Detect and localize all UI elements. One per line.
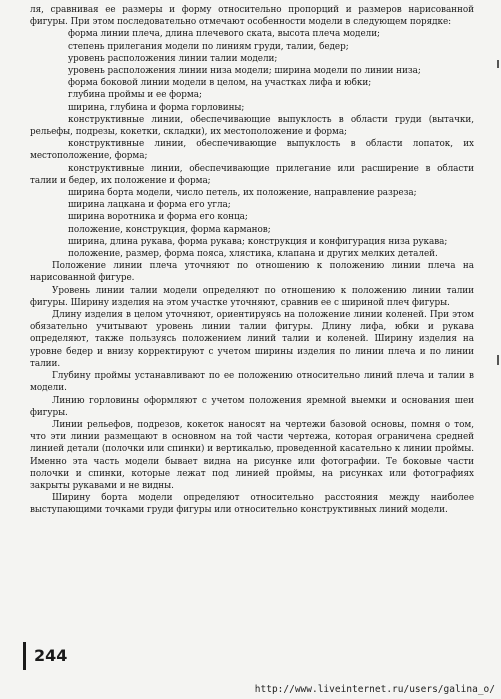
list-item: ширина, глубина и форма горловины; bbox=[68, 102, 245, 113]
list-item: ширина борта модели, число петель, их положение, направление разреза; bbox=[68, 188, 417, 199]
list-item: конструктивные линии, обеспечивающие выпуклость в области лопаток, их местоположение, форма; bbox=[30, 139, 474, 162]
list-item: положение, размер, форма пояса, хлястика, клапана и других мелких деталей. bbox=[68, 249, 438, 260]
scan-edge-mark bbox=[497, 60, 499, 68]
body-text bbox=[30, 4, 474, 517]
list-item: уровень расположения линии низа модели; ширина модели по линии низа; bbox=[68, 66, 421, 77]
list-item: ширина воротника и форма его конца; bbox=[68, 212, 248, 223]
paragraph: Длину изделия в целом уточняют, ориентируясь на положение линии коленей. При этом обязательно учитывают уровень линии талии фигуры. Длину лифа, юбки и рукава определяют, также пользуясь положением линий талии и коленей. Ширину изделия на уровне бедер и внизу корректируют с учетом ширины изделия по линии плеча и по линии талии. bbox=[30, 310, 474, 369]
feature-list bbox=[30, 28, 474, 260]
list-item: ширина лацкана и форма его угла; bbox=[68, 200, 231, 211]
list-item: ширина, длина рукава, форма рукава; конструкция и конфигурация низа рукава; bbox=[68, 236, 448, 247]
paragraph: Линию горловины оформляют с учетом положения яремной выемки и основания шеи фигуры. bbox=[30, 395, 474, 418]
paragraph: Ширину борта модели определяют относительно расстояния между наиболее выступающими точками груди фигуры или относительно конструктивных линий модели. bbox=[30, 493, 474, 516]
list-item: форма линии плеча, длина плечевого ската, высота плеча модели; bbox=[68, 29, 380, 40]
paragraph: Уровень линии талии модели определяют по отношению к положению линии талии фигуры. Ширину изделия на этом участке уточняют, сравнив ее с шириной плеч фигуры. bbox=[30, 285, 474, 308]
paragraph: Глубину проймы устанавливают по ее положению относительно линий плеча и талии в модели. bbox=[30, 371, 474, 394]
paragraph-continuation: ля, сравнивая ее размеры и форму относительно пропорций и размеров нарисованной фигуры. При этом последовательно отмечают особенности модели в следующем порядке: bbox=[30, 5, 474, 28]
paragraph: Линии рельефов, подрезов, кокеток наносят на чертежи базовой основы, помня о том, что эти линии размещают в основном на той части чертежа, которая ограничена средней линией детали (полочки или спинки) и вертикалью, проведенной касательно к линии проймы. Именно эта часть модели бывает видна на рисунке или фотографии. Те боковые части полочки и спинки, которые лежат под линией проймы, на рисунках или фотографиях закрыты рукавами и не видны. bbox=[30, 419, 474, 491]
list-item: положение, конструкция, форма карманов; bbox=[68, 224, 271, 235]
page-number: 244 bbox=[23, 642, 67, 670]
list-item: глубина проймы и ее форма; bbox=[68, 90, 202, 101]
scan-edge-mark bbox=[497, 355, 499, 365]
list-item: степень прилегания модели по линиям груди, талии, бедер; bbox=[68, 41, 349, 52]
list-item: форма боковой линии модели в целом, на участках лифа и юбки; bbox=[68, 78, 372, 89]
footer-url[interactable]: http://www.liveinternet.ru/users/galina_o/ bbox=[254, 684, 495, 695]
paragraph: Положение линии плеча уточняют по отношению к положению линии плеча на нарисованной фигуре. bbox=[30, 261, 474, 284]
list-item: конструктивные линии, обеспечивающие выпуклость в области груди (вытачки, рельефы, подрезы, кокетки, складки), их местоположение и форма; bbox=[30, 114, 474, 138]
list-item: конструктивные линии, обеспечивающие прилегание или расширение в области талии и бедер, их положение и форма; bbox=[30, 163, 474, 186]
list-item: уровень расположения линии талии модели; bbox=[68, 53, 278, 64]
